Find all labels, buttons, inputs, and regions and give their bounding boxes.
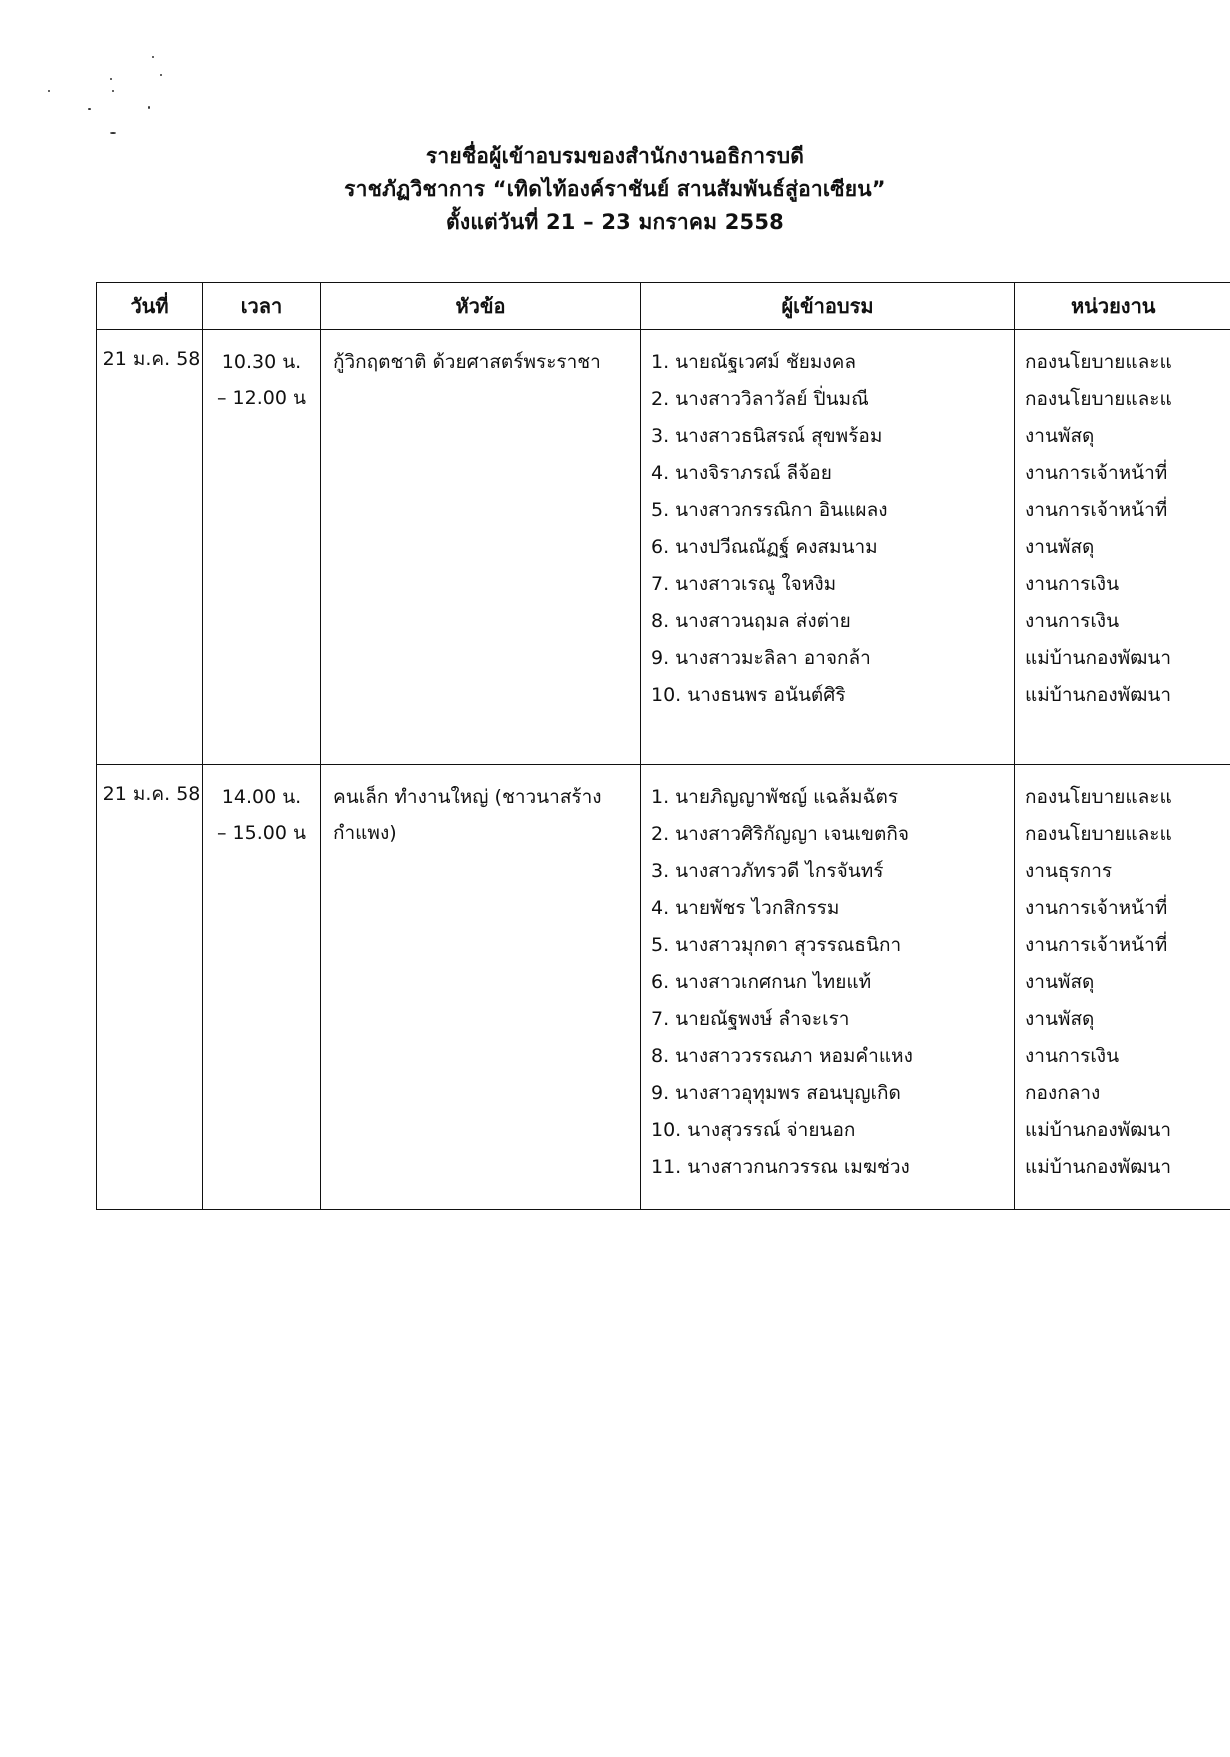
participant-item: 11. นางสาวกนกวรรณ เมฆช่วง [651, 1156, 910, 1178]
topic-cell: กู้วิกฤตชาติ ด้วยศาสตร์พระราชา [321, 330, 641, 765]
unit-item: งานการเจ้าหน้าที่ [1025, 499, 1168, 521]
date-cell: 21 ม.ค. 58 [97, 765, 203, 1210]
unit-item: แม่บ้านกองพัฒนา [1025, 1119, 1172, 1141]
header-participants: ผู้เข้าอบรม [641, 283, 1015, 330]
participant-item: 1. นายณัฐเวศม์ ชัยมงคล [651, 351, 857, 373]
time-start: 14.00 น. [221, 786, 302, 808]
unit-item: แม่บ้านกองพัฒนา [1025, 647, 1172, 669]
table-header-row [97, 283, 1230, 330]
date-cell: 21 ม.ค. 58 [97, 330, 203, 765]
participant-item: 7. นายณัฐพงษ์ ลำจะเรา [651, 1008, 850, 1030]
time-end: – 12.00 น [217, 387, 306, 409]
participant-item: 3. นางสาวธนิสรณ์ สุขพร้อม [651, 425, 883, 447]
participant-item: 8. นางสาววรรณภา หอมคำแหง [651, 1045, 913, 1067]
time-start: 10.30 น. [221, 351, 302, 373]
participant-item: 5. นางสาวมุกดา สุวรรณธนิกา [651, 934, 902, 956]
unit-item: กองนโยบายและแ [1025, 786, 1172, 808]
participants-cell [641, 765, 1015, 1210]
participant-item: 10. นางสุวรรณ์ จ่ายนอก [651, 1119, 856, 1141]
time-cell [203, 330, 321, 765]
unit-item: กองนโยบายและแ [1025, 351, 1172, 373]
topic-cell: คนเล็ก ทำงานใหญ่ (ชาวนาสร้างกำแพง) [321, 765, 641, 1210]
participant-item: 6. นางสาวเกศกนก ไทยแท้ [651, 971, 872, 993]
units-cell [1015, 330, 1230, 765]
participant-item: 1. นายภิญญาพัชญ์ แฉล้มฉัตร [651, 786, 899, 808]
title-line-1: รายชื่อผู้เข้าอบรมของสำนักงานอธิการบดี [425, 144, 805, 168]
unit-item: งานพัสดุ [1025, 1008, 1095, 1030]
unit-item: กองนโยบายและแ [1025, 388, 1172, 410]
title-line-3: ตั้งแต่วันที่ 21 – 23 มกราคม 2558 [446, 210, 784, 234]
participant-item: 9. นางสาวมะลิลา อาจกล้า [651, 647, 871, 669]
participant-item: 8. นางสาวนฤมล ส่งต่าย [651, 610, 851, 632]
unit-item: แม่บ้านกองพัฒนา [1025, 684, 1172, 706]
training-schedule-table [96, 282, 1230, 1210]
unit-item: แม่บ้านกองพัฒนา [1025, 1156, 1172, 1178]
header-unit: หน่วยงาน [1015, 283, 1230, 330]
document-header [0, 140, 1230, 239]
unit-item: งานการเงิน [1025, 1045, 1120, 1067]
unit-item: งานการเจ้าหน้าที่ [1025, 934, 1168, 956]
title-line-2: ราชภัฏวิชาการ “เทิดไท้องค์ราชันย์ สานสัมพันธ์สู่อาเซียน” [344, 177, 886, 201]
unit-item: กองกลาง [1025, 1082, 1101, 1104]
header-topic: หัวข้อ [321, 283, 641, 330]
participant-item: 2. นางสาวศิริกัญญา เจนเขตกิจ [651, 823, 909, 845]
unit-item: งานพัสดุ [1025, 971, 1095, 993]
header-time: เวลา [203, 283, 321, 330]
time-end: – 15.00 น [217, 822, 306, 844]
unit-item: งานการเงิน [1025, 573, 1120, 595]
participants-cell [641, 330, 1015, 765]
participant-item: 2. นางสาววิลาวัลย์ ปิ่นมณี [651, 388, 869, 410]
participant-item: 7. นางสาวเรณู ใจหงิม [651, 573, 837, 595]
unit-item: กองนโยบายและแ [1025, 823, 1172, 845]
unit-item: งานธุรการ [1025, 860, 1113, 882]
table-row [97, 765, 1230, 1210]
time-cell [203, 765, 321, 1210]
unit-item: งานพัสดุ [1025, 425, 1095, 447]
participant-item: 4. นายพัชร ไวกสิกรรม [651, 897, 840, 919]
participant-item: 9. นางสาวอุทุมพร สอนบุญเกิด [651, 1082, 901, 1104]
unit-item: งานพัสดุ [1025, 536, 1095, 558]
unit-item: งานการเงิน [1025, 610, 1120, 632]
unit-item: งานการเจ้าหน้าที่ [1025, 897, 1168, 919]
participant-item: 5. นางสาวกรรณิกา อินแผลง [651, 499, 888, 521]
participant-item: 3. นางสาวภัทรวดี ไกรจันทร์ [651, 860, 884, 882]
unit-item: งานการเจ้าหน้าที่ [1025, 462, 1168, 484]
units-cell [1015, 765, 1230, 1210]
participant-item: 6. นางปวีณณัฏฐ์ คงสมนาม [651, 536, 878, 558]
header-date: วันที่ [97, 283, 203, 330]
table-row [97, 330, 1230, 765]
participant-item: 10. นางธนพร อนันต์ศิริ [651, 684, 846, 706]
participant-item: 4. นางจิราภรณ์ ลีจ้อย [651, 462, 832, 484]
